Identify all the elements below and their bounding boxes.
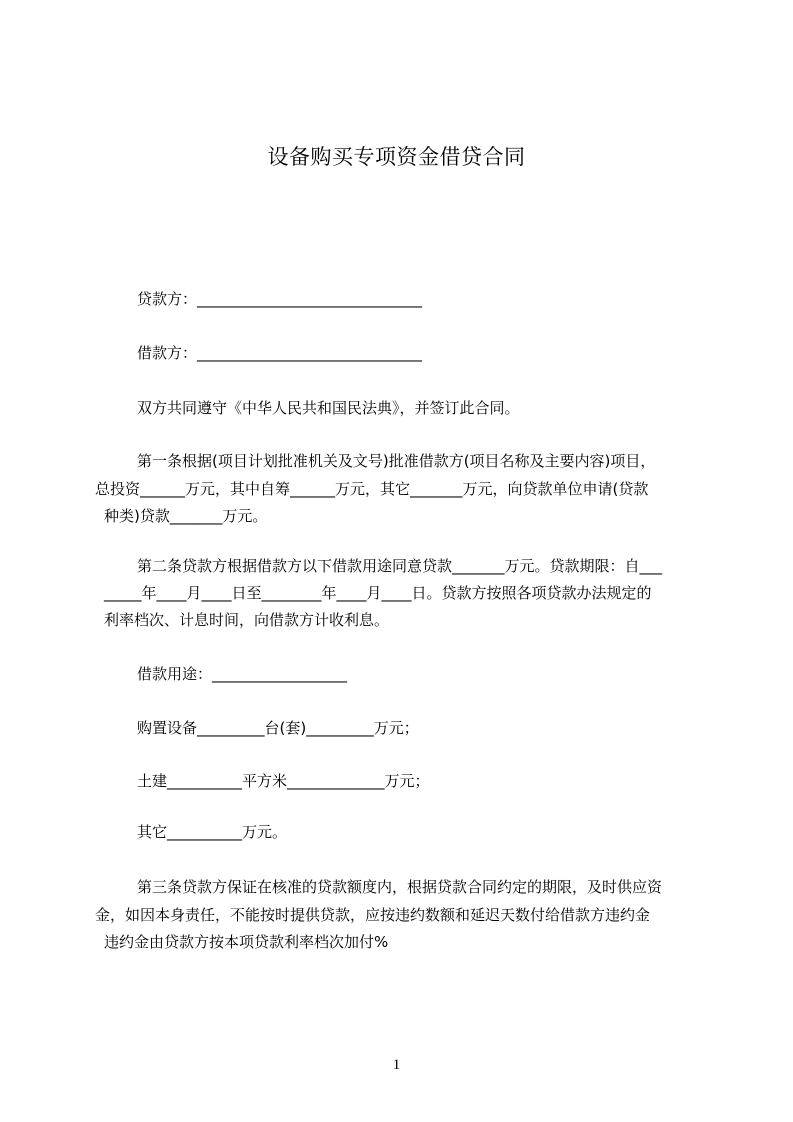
article-2-line-2: _____年____月____日至________年____月____日。贷款方按照各项贷款办法规定的 <box>104 584 652 602</box>
document-title: 设备购买专项资金借贷合同 <box>267 145 526 169</box>
equipment-line: 购置设备_________台(套)_________万元； <box>137 719 419 737</box>
article-2-line-1: 第二条贷款方根据借款方以下借款用途同意贷款_______万元。贷款期限：自___ <box>137 557 663 575</box>
borrower-line: 借款方：______________________________ <box>137 344 423 362</box>
article-3-line-1: 第三条贷款方保证在核准的贷款额度内，根据贷款合同约定的期限，及时供应资 <box>137 878 663 896</box>
purpose-line: 借款用途：__________________ <box>137 665 348 683</box>
intro-paragraph: 双方共同遵守《中华人民共和国民法典》，并签订此合同。 <box>137 399 520 417</box>
construction-line: 土建__________平方米_____________万元； <box>137 772 430 790</box>
article-1-line-1: 第一条根据(项目计划批准机关及文号)批准借款方(项目名称及主要内容)项目， <box>137 452 656 470</box>
article-2-line-3: 利率档次、计息时间，向借款方计收利息。 <box>104 611 390 629</box>
article-1-line-2: 总投资______万元，其中自筹______万元，其它_______万元，向贷款单位申请(贷款 <box>95 480 649 498</box>
lender-line: 贷款方：______________________________ <box>137 290 423 308</box>
page-number: 1 <box>392 1057 401 1073</box>
article-1-line-3: 种类)贷款_______万元。 <box>104 507 268 525</box>
other-line: 其它__________万元。 <box>137 823 288 841</box>
article-3-line-2: 金，如因本身责任，不能按时提供贷款，应按违约数额和延迟天数付给借款方违约金 <box>95 906 651 924</box>
article-3-line-3: 违约金由贷款方按本项贷款利率档次加付% <box>104 933 389 951</box>
